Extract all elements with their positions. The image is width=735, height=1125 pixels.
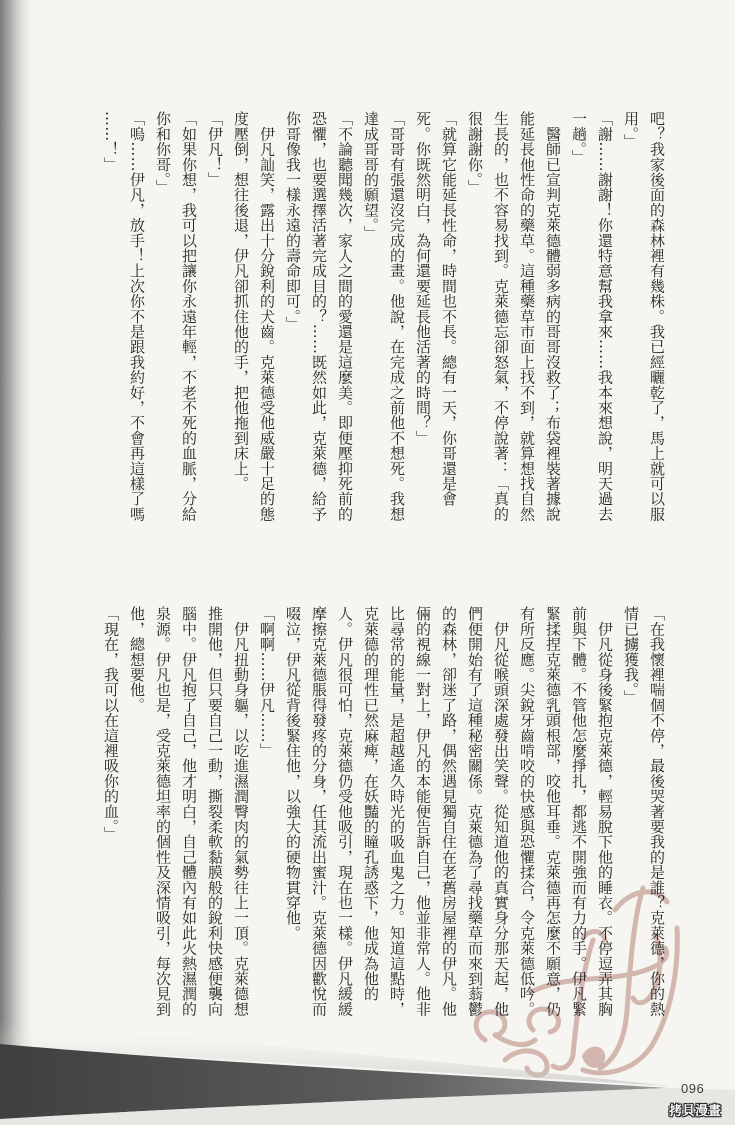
- text-column: 倆的視線一對上，伊凡的本能便告訴自己，他並非常人。他非: [414, 606, 432, 1017]
- top-text-block: [98, 111, 670, 525]
- text-column: 你哥像我一樣永遠的壽命即可。」: [284, 111, 302, 332]
- text-column: 比尋常的能量，是超越遙久時光的吸血鬼之力。知道這點時，: [388, 606, 406, 1017]
- text-column: 伊凡從身後緊抱克萊德，輕易脫下他的睡衣。不停逗弄其胸: [596, 606, 614, 1017]
- page-number: 096: [681, 1081, 705, 1096]
- text-column: 「伊凡！」: [206, 111, 224, 187]
- text-column: 他，總想要他。: [128, 606, 146, 713]
- text-column: 有所反應。尖銳牙齒啃咬的快感與恐懼揉合，令克萊德低吟。: [518, 606, 536, 1017]
- text-column: 的森林，卻迷了路，偶然遇見獨自住在老舊房屋裡的伊凡。他: [440, 606, 458, 1017]
- text-column: 生長的，也不容易找到。克萊德忘卻怒氣，不停說著：「真的: [492, 111, 510, 522]
- spine-shadow: [0, 0, 32, 1125]
- text-column: 一趟。」: [570, 111, 588, 165]
- text-column: 伊凡扭動身軀，以吃進濕潤臀肉的氣勢往上一頂。克萊德想: [232, 606, 250, 1017]
- text-column: 伊凡從喉頭深處發出笑聲。從知道他的真實身分那天起，他: [492, 606, 510, 1017]
- text-column: 「在我懷裡喘個不停，最後哭著要我的是誰？克萊德，你的熱: [648, 606, 666, 1017]
- text-column: 前與下體。不管他怎麼掙扎，都逃不開強而有力的手。伊凡緊: [570, 606, 588, 1017]
- text-column: 你和你哥。」: [154, 111, 172, 195]
- text-column: 「哥哥有張還沒完成的畫。他說，在完成之前他不想死。我想: [388, 111, 406, 522]
- text-column: 「如果你想，我可以把讓你永遠年輕，不老不死的血脈，分給: [180, 111, 198, 522]
- text-column: 「現在，我可以在這裡吸你的血。」: [102, 606, 120, 842]
- text-column: 人。伊凡很可怕，克萊德仍受他吸引，現在也一樣。伊凡緩緩: [336, 606, 354, 1017]
- page-edge-shadow: [0, 1000, 735, 1125]
- text-column: 用。」: [622, 111, 640, 150]
- text-column: 啜泣，伊凡從背後緊住他，以強大的硬物貫穿他。: [284, 606, 302, 941]
- text-column: 伊凡訕笑，露出十分銳利的犬齒。克萊德受他威嚴十足的態: [258, 111, 276, 522]
- watermark-text: 拷貝漫畫: [669, 1104, 722, 1119]
- text-column: 恐懼，也要選擇活著完成目的？……既然如此，克萊德，給予: [310, 111, 328, 522]
- text-column: 們便開始有了這種秘密關係。克萊德為了尋找藥草而來到蓊鬱: [466, 606, 484, 1017]
- text-column: 「就算它能延長性命，時間也不長。總有一天，你哥還是會: [440, 111, 458, 507]
- text-column: 醫師已宣判克萊德體弱多病的哥哥沒救了；布袋裡裝著據說: [544, 111, 562, 522]
- text-column: 很謝謝你。」: [466, 111, 484, 195]
- text-column: 「謝……謝謝！你還特意幫我拿來……我本來想說，明天過去: [596, 111, 614, 522]
- text-column: 能延長他性命的藥草。這種藥草市面上找不到，就算想找自然: [518, 111, 536, 522]
- text-column: 「嗚……伊凡，放手！上次你不是跟我約好，不會再這樣了嗎: [128, 111, 146, 522]
- text-column: 達成哥哥的願望。」: [362, 111, 380, 241]
- text-column: 度壓倒，想往後退，伊凡卻抓住他的手，把他拖到床上。: [232, 111, 250, 491]
- text-column: 吧？我家後面的森林裡有幾株。我已經曬乾了，馬上就可以服: [648, 111, 666, 522]
- text-column: 泉源。伊凡也是，受克萊德坦率的個性及深情吸引，每次見到: [154, 606, 172, 1017]
- text-column: ……！」: [102, 111, 120, 172]
- text-column: 腦中。伊凡抱了自己，他才明白，自己體內有如此火熱濕潤的: [180, 606, 198, 1017]
- text-column: 「啊啊……伊凡……」: [258, 606, 276, 758]
- text-column: 摩擦克萊德脹得發疼的分身，任其流出蜜汁。克萊德因歡悅而: [310, 606, 328, 1017]
- text-column: 克萊德的理性已然麻痺，在妖豔的瞳孔誘惑下，他成為他的: [362, 606, 380, 1002]
- text-column: 「不論聽聞幾次，家人之間的愛還是這麼美。即便壓抑死前的: [336, 111, 354, 522]
- text-column: 緊揉捏克萊德乳頭根部，咬他耳垂。克萊德再怎麼不願意，仍: [544, 606, 562, 1017]
- text-column: 推開他，但只要自己一動，撕裂柔軟黏膜般的銳利快感便襲向: [206, 606, 224, 1017]
- text-column: 死。你既然明白，為何還要延長他活著的時間？」: [414, 111, 432, 446]
- text-column: 情已擄獲我。」: [622, 606, 640, 705]
- bottom-text-block: [98, 606, 670, 1020]
